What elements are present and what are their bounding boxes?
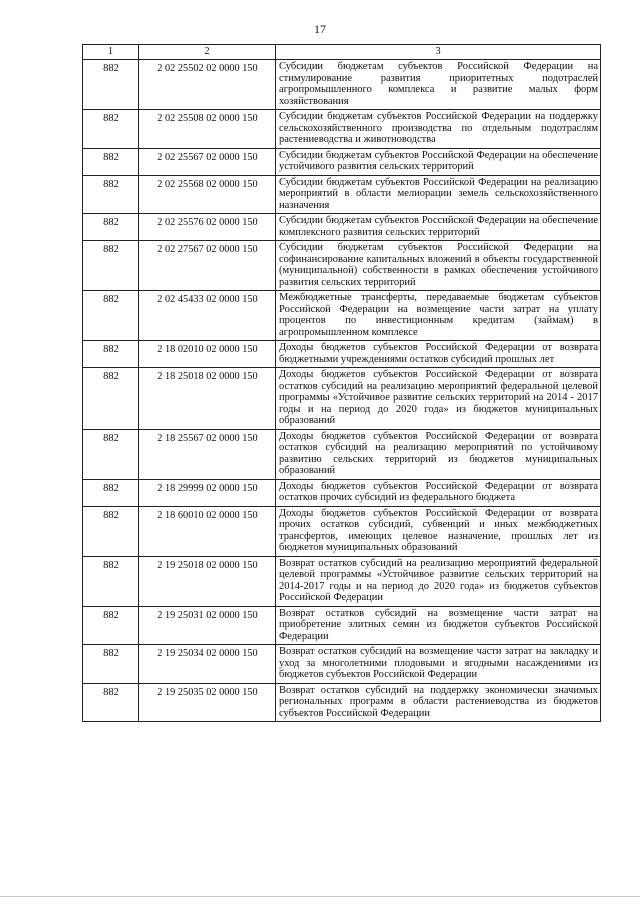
admin-code-cell: 882 [83, 645, 139, 684]
revenue-code-cell: 2 18 29999 02 0000 150 [139, 479, 276, 506]
revenue-codes-table [82, 44, 601, 722]
description-cell: Возврат остатков субсидий на поддержку экономически значимых региональных программ в области растениеводства из бюджетов субъектов Российской Федерации [276, 683, 601, 722]
admin-code-cell: 882 [83, 429, 139, 479]
description-cell: Субсидии бюджетам субъектов Российской Федерации на реализацию мероприятий в области мелиорации земель сельскохозяйственного назначения [276, 175, 601, 214]
table-row [83, 429, 601, 479]
admin-code-cell: 882 [83, 683, 139, 722]
description-cell: Субсидии бюджетам субъектов Российской Федерации на обеспечение комплексного развития сельских территорий [276, 214, 601, 241]
revenue-code-cell: 2 18 60010 02 0000 150 [139, 506, 276, 556]
description-cell: Субсидии бюджетам субъектов Российской Федерации на поддержку сельскохозяйственного производства по отдельным подотраслям растениеводства и животноводства [276, 110, 601, 149]
revenue-code-cell: 2 02 25508 02 0000 150 [139, 110, 276, 149]
revenue-code-cell: 2 19 25034 02 0000 150 [139, 645, 276, 684]
table-row [83, 175, 601, 214]
table-row [83, 148, 601, 175]
table-row [83, 645, 601, 684]
admin-code-cell: 882 [83, 60, 139, 110]
table-row [83, 556, 601, 606]
revenue-code-cell: 2 02 25568 02 0000 150 [139, 175, 276, 214]
page-number: 17 [314, 22, 326, 36]
revenue-code-cell: 2 18 02010 02 0000 150 [139, 341, 276, 368]
admin-code-cell: 882 [83, 291, 139, 341]
description-cell: Доходы бюджетов субъектов Российской Федерации от возврата остатков прочих субсидий из федерального бюджета [276, 479, 601, 506]
table-row [83, 341, 601, 368]
description-cell: Доходы бюджетов субъектов Российской Федерации от возврата бюджетными учреждениями остатков субсидий прошлых лет [276, 341, 601, 368]
description-cell: Межбюджетные трансферты, передаваемые бюджетам субъектов Российской Федерации на возмещение части затрат на уплату процентов по инвестиционным кредитам (займам) в агропромышленном комплексе [276, 291, 601, 341]
table-row [83, 60, 601, 110]
admin-code-cell: 882 [83, 506, 139, 556]
description-cell: Субсидии бюджетам субъектов Российской Федерации на софинансирование капитальных вложений в объекты государственной (муниципальной) собственности в рамках обеспечения устойчивого развития сельских территорий [276, 241, 601, 291]
revenue-code-cell: 2 18 25018 02 0000 150 [139, 368, 276, 430]
revenue-code-cell: 2 02 27567 02 0000 150 [139, 241, 276, 291]
description-cell: Доходы бюджетов субъектов Российской Федерации от возврата прочих остатков субсидий, субвенций и иных межбюджетных трансфертов, имеющих целевое назначение, прошлых лет из бюджетов муниципальных образований [276, 506, 601, 556]
admin-code-cell: 882 [83, 556, 139, 606]
table-row [83, 291, 601, 341]
table-row [83, 479, 601, 506]
revenue-code-cell: 2 19 25018 02 0000 150 [139, 556, 276, 606]
admin-code-cell: 882 [83, 214, 139, 241]
table-body [83, 60, 601, 722]
revenue-code-cell: 2 02 25576 02 0000 150 [139, 214, 276, 241]
revenue-code-cell: 2 18 25567 02 0000 150 [139, 429, 276, 479]
description-cell: Возврат остатков субсидий на возмещение части затрат на закладку и уход за многолетними плодовыми и ягодными насаждениями из бюджетов субъектов Российской Федерации [276, 645, 601, 684]
table-row [83, 214, 601, 241]
table-row [83, 506, 601, 556]
admin-code-cell: 882 [83, 479, 139, 506]
admin-code-cell: 882 [83, 368, 139, 430]
admin-code-cell: 882 [83, 148, 139, 175]
description-cell: Субсидии бюджетам субъектов Российской Федерации на стимулирование развития приоритетных подотраслей агропромышленного комплекса и развитие малых форм хозяйствования [276, 60, 601, 110]
table-row [83, 368, 601, 430]
admin-code-cell: 882 [83, 175, 139, 214]
admin-code-cell: 882 [83, 241, 139, 291]
revenue-code-cell: 2 02 45433 02 0000 150 [139, 291, 276, 341]
description-cell: Субсидии бюджетам субъектов Российской Федерации на обеспечение устойчивого развития сельских территорий [276, 148, 601, 175]
admin-code-cell: 882 [83, 341, 139, 368]
column-header-2: 2 [139, 45, 276, 60]
table-row [83, 110, 601, 149]
scan-edge-line [0, 896, 640, 897]
description-cell: Возврат остатков субсидий на возмещение части затрат на приобретение элитных семян из бюджетов субъектов Российской Федерации [276, 606, 601, 645]
admin-code-cell: 882 [83, 110, 139, 149]
description-cell: Доходы бюджетов субъектов Российской Федерации от возврата остатков субсидий на реализацию мероприятий федеральной целевой программы «Устойчивое развитие сельских территорий на 2014 - 2017 годы и на период до 2020 года» из бюджетов муниципальных образований [276, 368, 601, 430]
revenue-code-cell: 2 19 25035 02 0000 150 [139, 683, 276, 722]
description-cell: Доходы бюджетов субъектов Российской Федерации от возврата остатков субсидий на реализацию мероприятий по устойчивому развитию сельских территорий из бюджетов муниципальных образований [276, 429, 601, 479]
table-header-row [83, 45, 601, 60]
table-row [83, 683, 601, 722]
revenue-code-cell: 2 02 25502 02 0000 150 [139, 60, 276, 110]
admin-code-cell: 882 [83, 606, 139, 645]
table-row [83, 241, 601, 291]
column-header-1: 1 [83, 45, 139, 60]
column-header-3: 3 [276, 45, 601, 60]
table-row [83, 606, 601, 645]
description-cell: Возврат остатков субсидий на реализацию мероприятий федеральной целевой программы «Устойчивое развитие сельских территорий на 2014-2017 годы и на период до 2020 года» из бюджетов субъектов Российской Федерации [276, 556, 601, 606]
revenue-code-cell: 2 19 25031 02 0000 150 [139, 606, 276, 645]
revenue-code-cell: 2 02 25567 02 0000 150 [139, 148, 276, 175]
